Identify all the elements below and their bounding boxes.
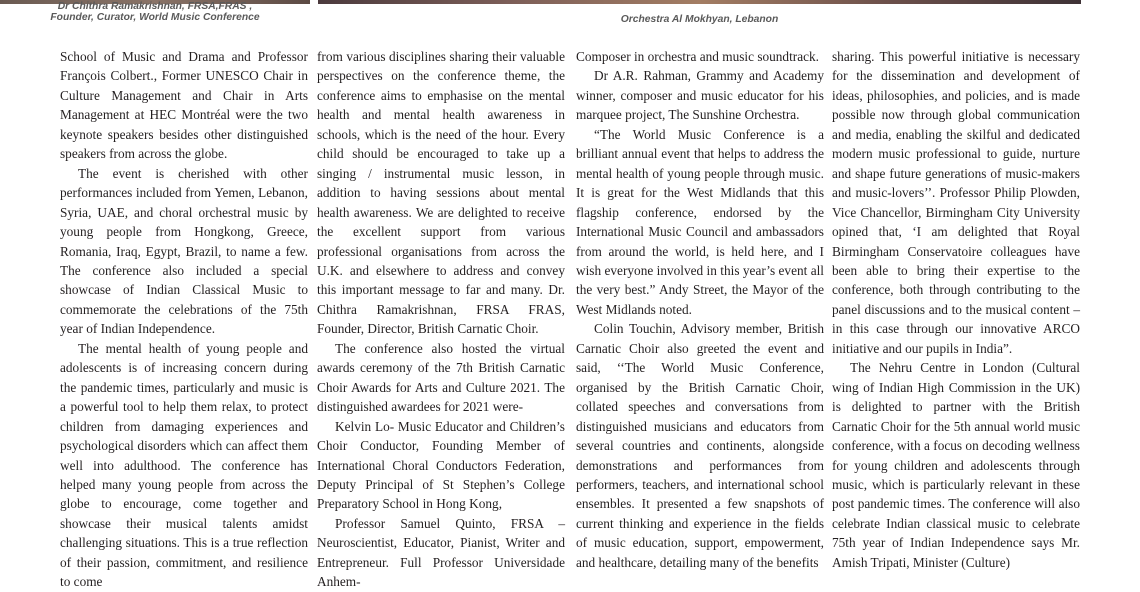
paragraph: The conference also hosted the virtual awards ceremony of the 7th British Carnatic Choir Awards for Arts and Culture 2021. The distinguished awardees for 2021 were-: [317, 340, 565, 415]
paragraph: Composer in orchestra and music soundtrack.: [576, 49, 819, 64]
article-column-3: [576, 47, 824, 570]
paragraph: Kelvin Lo- Music Educator and Children’s Choir Conductor, Founding Member of International Choral Conductors Federation, Deputy Principal of St Stephen’s College Preparatory School in Hong Kong,: [317, 418, 565, 512]
paragraph: from various disciplines sharing their valuable perspectives on the conference theme, the conference aims to emphasise on the mental health and mental health awareness in schools, which is the need of the hour. Every child should be encouraged to take up a singing / instrumental music lesson, in addition to having sessions about mental health awareness. We are delighted to receive the excellent support from various professional organisations from across the U.K. and elsewhere to address and convey this important message to far and many. Dr. Chithra Ramakrishnan, FRSA FRAS, Founder, Director, British Carnatic Choir.: [317, 49, 565, 337]
photo-caption-left-line2: Founder, Curator, World Music Conference: [50, 12, 260, 23]
paragraph: Colin Touchin, Advisory member, British Carnatic Choir also greeted the event and said, ‘‘The World Music Conference, organised by the British Carnatic Choir, collated speeches and conversations from distinguished musicians and educators from several countries and continents, alongside demonstrations and performances from performers, teachers, and international school ensembles. It presented a few snapshots of current thinking and experience in the fields of music education, support, empowerment, and healthcare, detailing many of the benefits: [576, 321, 824, 570]
article-column-4: [832, 47, 1080, 570]
photo-caption-left-line1: Dr Chithra Ramakrishnan, FRSA,FRAS ,: [57, 1, 253, 12]
article-column-2: [317, 47, 565, 590]
paragraph: The Nehru Centre in London (Cultural wing of Indian High Commission in the UK) is delighted to partner with the British Carnatic Choir for the 5th annual world music conference, with a focus on decoding wellness for young children and adolescents through music, which is particularly relevant in these post pandemic times. The conference will also celebrate Indian classical music to celebrate 75th year of Indian Independence says Mr. Amish Tripati, Minister (Culture): [832, 360, 1080, 570]
paragraph: sharing. This powerful initiative is necessary for the dissemination and development of ideas, philosophies, and policies, and is made possible now through global communication and media, enabling the skilful and dedicated modern music professional to guide, nurture and shape future generations of music-makers and music-lovers’’. Professor Philip Plowden, Vice Chancellor, Birmingham City University opined that, ‘I am delighted that Royal Birmingham Conservatoire colleagues have been able to bring their expertise to the conference, both through contributing to the panel discussions and to the musical content – in this case through our innovative ARCO initiative and our pupils in India”.: [832, 49, 1080, 356]
paragraph: Dr A.R. Rahman, Grammy and Academy winner, composer and music educator for his marquee project, The Sunshine Orchestra.: [576, 68, 824, 123]
paragraph: The event is cherished with other performances included from Yemen, Lebanon, Syria, UAE, and choral orchestral music by young people from Hongkong, Greece, Romania, Iraq, Egypt, Brazil, to name a few. The conference also included a special showcase of Indian Classical Music to commemorate the celebrations of the 75th year of Indian Independence.: [60, 165, 308, 337]
article-column-1: [60, 47, 308, 590]
paragraph: “The World Music Conference is a brilliant annual event that helps to address the mental health of young people through music. It is great for the West Midlands that this flagship conference, endorsed by the International Music Council and ambassadors from around the world, is held here, and I wish everyone involved in this year’s event all the very best.” Andy Street, the Mayor of the West Midlands noted.: [576, 126, 824, 317]
paragraph: The mental health of young people and adolescents is of increasing concern during the pandemic times, particularly and music is a powerful tool to help them relax, to protect children from damaging experiences and psychological disorders which can affect them well into adulthood. The conference has helped many young people from across the globe to encourage, come together and showcase their musical talents amidst challenging situations. This is a true reflection of their passion, commitment, and resilience to come: [60, 340, 308, 590]
orchestra-photo: [318, 0, 1081, 4]
photo-caption-right: Orchestra Al Mokhyan, Lebanon: [620, 14, 779, 25]
paragraph: School of Music and Drama and Professor François Colbert., Former UNESCO Chair in Culture Management and Chair in Arts Management at HEC Montréal were the two keynote speakers besides other distinguished speakers from across the globe.: [60, 49, 308, 162]
paragraph: Professor Samuel Quinto, FRSA – Neuroscientist, Educator, Pianist, Writer and Entrepreneur. Full Professor Universidade Anhem-: [317, 515, 565, 590]
